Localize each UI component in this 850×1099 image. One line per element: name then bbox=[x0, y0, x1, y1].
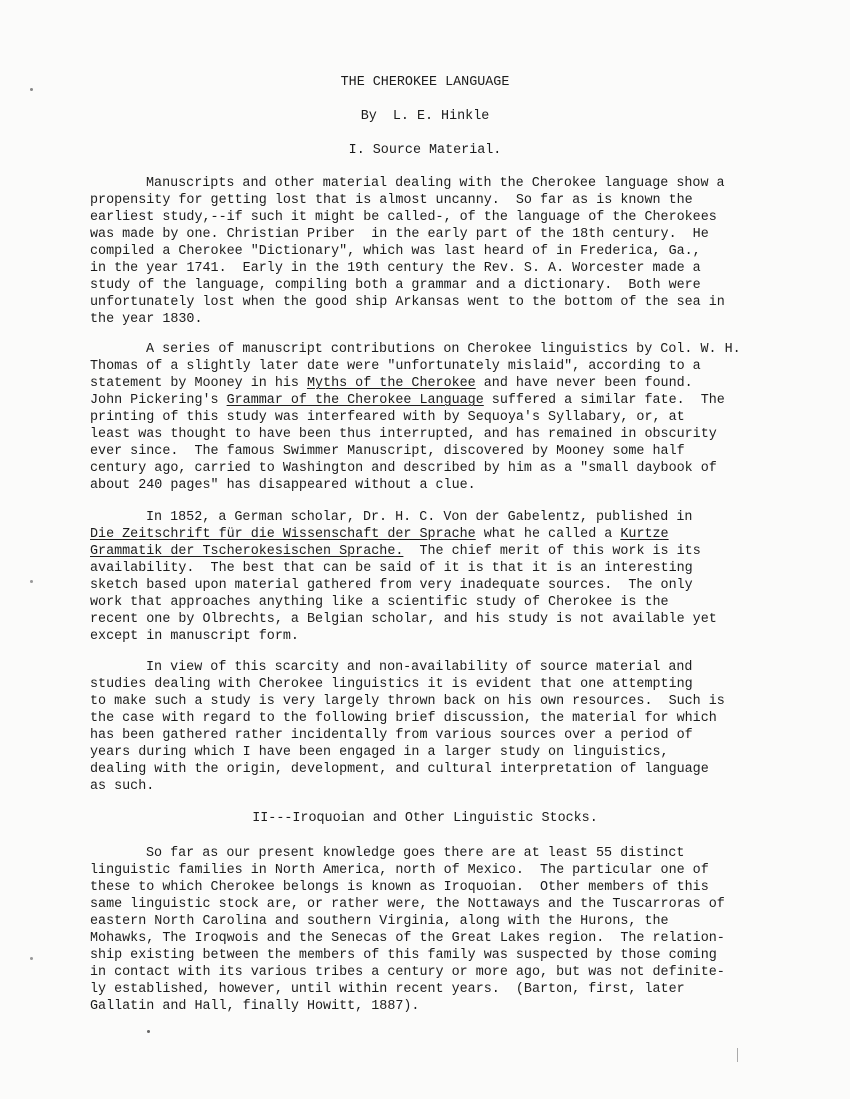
paragraph-line: in the year 1741. Early in the 19th century the Rev. S. A. Worcester made a bbox=[90, 261, 701, 276]
paragraph-gabelentz bbox=[90, 509, 760, 645]
paragraph-lost-contributions bbox=[90, 341, 760, 494]
line-text: John Pickering's bbox=[90, 393, 227, 408]
paragraph-line: ever since. The famous Swimmer Manuscript, discovered by Mooney some half bbox=[90, 444, 685, 459]
scan-speck-mark bbox=[30, 580, 33, 583]
scan-speck-mark bbox=[30, 88, 33, 91]
paragraph-line: Thomas of a slightly later date were "unfortunately mislaid", according to a bbox=[90, 359, 701, 374]
paragraph-line: study of the language, compiling both a grammar and a dictionary. Both were bbox=[90, 278, 701, 293]
paragraph-line: century ago, carried to Washington and described by him as a "small daybook of bbox=[90, 461, 717, 476]
paragraph-line: in contact with its various tribes a century or more ago, but was not definite- bbox=[90, 965, 725, 980]
underlined-book-title: Myths of the Cherokee bbox=[306, 376, 476, 391]
line-text: The chief merit of this work is its bbox=[403, 544, 701, 559]
underlined-book-title: Kurtze bbox=[620, 527, 669, 542]
paragraph-line: sketch based upon material gathered from very inadequate sources. The only bbox=[90, 578, 693, 593]
paragraph-manuscripts bbox=[90, 175, 760, 328]
paragraph-line: years during which I have been engaged in a larger study on linguistics, bbox=[90, 745, 669, 760]
paragraph-line: work that approaches anything like a scientific study of Cherokee is the bbox=[90, 595, 669, 610]
paragraph-line: ship existing between the members of this family was suspected by those coming bbox=[90, 948, 717, 963]
underlined-book-title: Grammar of the Cherokee Language bbox=[226, 393, 484, 408]
paragraph-line: ly established, however, until within recent years. (Barton, first, later bbox=[90, 982, 685, 997]
paragraph-line: propensity for getting lost that is almost uncanny. So far as is known the bbox=[90, 193, 693, 208]
paragraph-line: unfortunately lost when the good ship Arkansas went to the bottom of the sea in bbox=[90, 295, 725, 310]
paragraph-line: studies dealing with Cherokee linguistics it is evident that one attempting bbox=[90, 677, 693, 692]
paragraph-line: except in manuscript form. bbox=[90, 629, 299, 644]
paragraph-line: same linguistic stock are, or rather were, the Nottaways and the Tuscarroras of bbox=[90, 897, 725, 912]
document-title: THE CHEROKEE LANGUAGE bbox=[340, 75, 510, 90]
author-line: By L. E. Hinkle bbox=[360, 109, 490, 124]
paragraph-line: the case with regard to the following brief discussion, the material for which bbox=[90, 711, 717, 726]
paragraph-line: Manuscripts and other material dealing with the Cherokee language show a bbox=[146, 176, 725, 191]
paragraph-line: dealing with the origin, development, and cultural interpretation of language bbox=[90, 762, 709, 777]
paragraph-linguistic-families bbox=[90, 845, 760, 1015]
paragraph-line: earliest study,--if such it might be called-, of the language of the Cherokees bbox=[90, 210, 717, 225]
section-heading-source-material: I. Source Material. bbox=[348, 143, 502, 158]
paragraph-line: to make such a study is very largely thrown back on his own resources. Such is bbox=[90, 694, 725, 709]
paragraph-line: In view of this scarcity and non-availability of source material and bbox=[146, 660, 693, 675]
paragraph-line: compiled a Cherokee "Dictionary", which was last heard of in Frederica, Ga., bbox=[90, 244, 701, 259]
line-text: suffered a similar fate. The bbox=[483, 393, 725, 408]
paragraph-line: has been gathered rather incidentally from various sources over a period of bbox=[90, 728, 693, 743]
underlined-book-title: Die Zeitschrift für die Wissenschaft der Sprache bbox=[90, 527, 476, 542]
paragraph-line: linguistic families in North America, north of Mexico. The particular one of bbox=[90, 863, 709, 878]
section-heading-iroquoian: II---Iroquoian and Other Linguistic Stocks. bbox=[252, 811, 598, 826]
paragraph-line bbox=[90, 375, 760, 392]
line-text: what he called a bbox=[475, 527, 621, 542]
paragraph-line: In 1852, a German scholar, Dr. H. C. Von der Gabelentz, published in bbox=[146, 510, 693, 525]
paragraph-line bbox=[90, 392, 760, 409]
line-text: statement by Mooney in his bbox=[90, 376, 307, 391]
paragraph-line: A series of manuscript contributions on Cherokee linguistics by Col. W. H. bbox=[146, 342, 741, 357]
paragraph-line: the year 1830. bbox=[90, 312, 203, 327]
paragraph-scarcity bbox=[90, 659, 760, 795]
paragraph-line bbox=[90, 526, 760, 543]
paragraph-line: these to which Cherokee belongs is known as Iroquoian. Other members of this bbox=[90, 880, 709, 895]
paragraph-line: least was thought to have been thus interrupted, and has remained in obscurity bbox=[90, 427, 717, 442]
paragraph-line: as such. bbox=[90, 779, 155, 794]
paragraph-line: printing of this study was interfeared with by Sequoya's Syllabary, or, at bbox=[90, 410, 685, 425]
paragraph-line: was made by one. Christian Priber in the early part of the 18th century. He bbox=[90, 227, 709, 242]
paragraph-line: about 240 pages" has disappeared without a clue. bbox=[90, 478, 476, 493]
paragraph-line: availability. The best that can be said of it is that it is an interesting bbox=[90, 561, 693, 576]
underlined-book-title: Grammatik der Tscherokesischen Sprache. bbox=[90, 544, 404, 559]
paragraph-line bbox=[90, 543, 760, 560]
line-text: and have never been found. bbox=[475, 376, 693, 391]
paragraph-line: recent one by Olbrechts, a Belgian scholar, and his study is not available yet bbox=[90, 612, 717, 627]
paragraph-line: Mohawks, The Iroqwois and the Senecas of the Great Lakes region. The relation- bbox=[90, 931, 725, 946]
paragraph-line: So far as our present knowledge goes there are at least 55 distinct bbox=[146, 846, 685, 861]
scan-speck-mark bbox=[30, 957, 33, 960]
scan-speck-mark bbox=[737, 1048, 738, 1062]
paragraph-line: eastern North Carolina and southern Virginia, along with the Hurons, the bbox=[90, 914, 669, 929]
paragraph-line: Gallatin and Hall, finally Howitt, 1887). bbox=[90, 999, 420, 1014]
scan-speck-mark bbox=[147, 1030, 150, 1033]
